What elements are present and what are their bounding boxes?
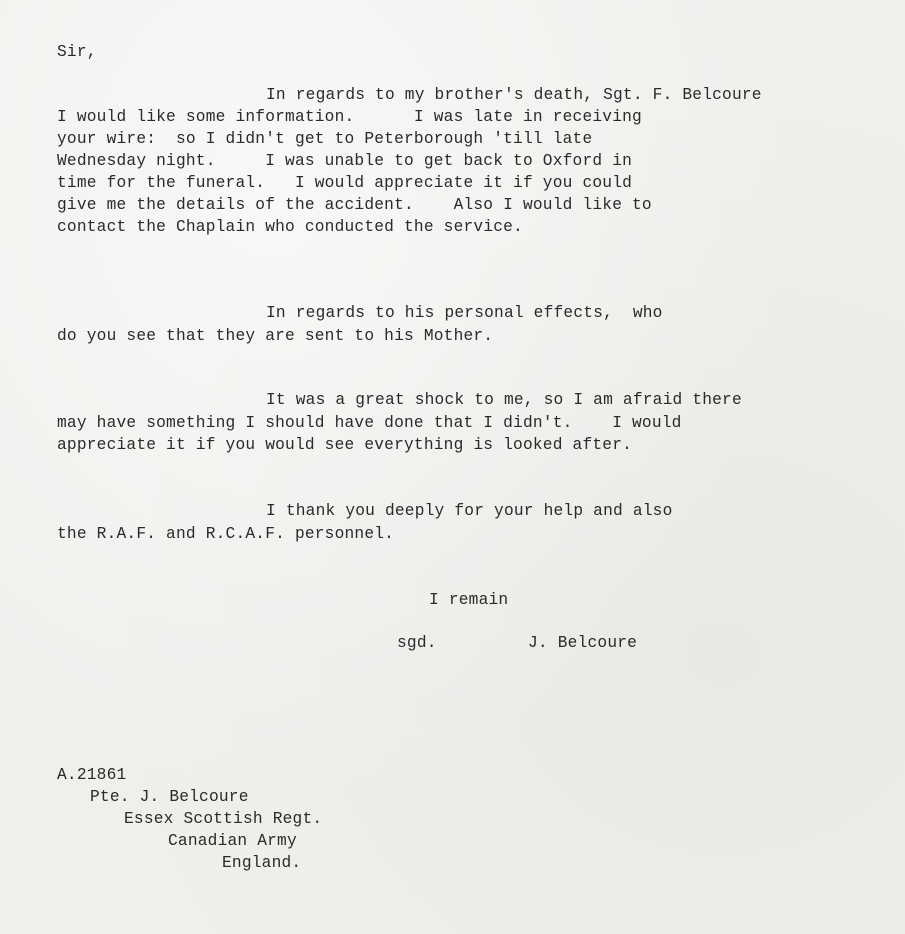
paragraph-2-line-2: do you see that they are sent to his Mother. bbox=[57, 327, 494, 345]
paragraph-3-line-1: It was a great shock to me, so I am afraid there bbox=[266, 391, 742, 409]
paragraph-1-line-7: contact the Chaplain who conducted the service. bbox=[57, 218, 523, 236]
paragraph-2-line-1: In regards to his personal effects, who bbox=[266, 304, 663, 322]
paragraph-4-line-1: I thank you deeply for your help and also bbox=[266, 502, 673, 520]
paragraph-1-line-5: time for the funeral. I would appreciate it if you could bbox=[57, 174, 633, 192]
signature-prefix: sgd. bbox=[397, 634, 437, 652]
paragraph-1-line-3: your wire: so I didn't get to Peterborough 'till late bbox=[57, 130, 593, 148]
paragraph-3-line-2: may have something I should have done that I didn't. I would bbox=[57, 414, 682, 432]
paragraph-3-line-3: appreciate it if you would see everything is looked after. bbox=[57, 436, 633, 454]
salutation: Sir, bbox=[57, 43, 97, 61]
signature-name: J. Belcoure bbox=[528, 634, 638, 652]
paragraph-1-line-4: Wednesday night. I was unable to get back to Oxford in bbox=[57, 152, 633, 170]
address-line-5: England. bbox=[222, 854, 302, 872]
address-line-1: A.21861 bbox=[57, 766, 127, 784]
paragraph-1-line-2: I would like some information. I was late in receiving bbox=[57, 108, 642, 126]
paragraph-1-line-6: give me the details of the accident. Also I would like to bbox=[57, 196, 652, 214]
address-line-3: Essex Scottish Regt. bbox=[124, 810, 323, 828]
paragraph-1-line-1: In regards to my brother's death, Sgt. F. Belcoure bbox=[266, 86, 762, 104]
address-line-4: Canadian Army bbox=[168, 832, 297, 850]
address-line-2: Pte. J. Belcoure bbox=[90, 788, 249, 806]
closing: I remain bbox=[429, 591, 509, 609]
paragraph-4-line-2: the R.A.F. and R.C.A.F. personnel. bbox=[57, 525, 395, 543]
